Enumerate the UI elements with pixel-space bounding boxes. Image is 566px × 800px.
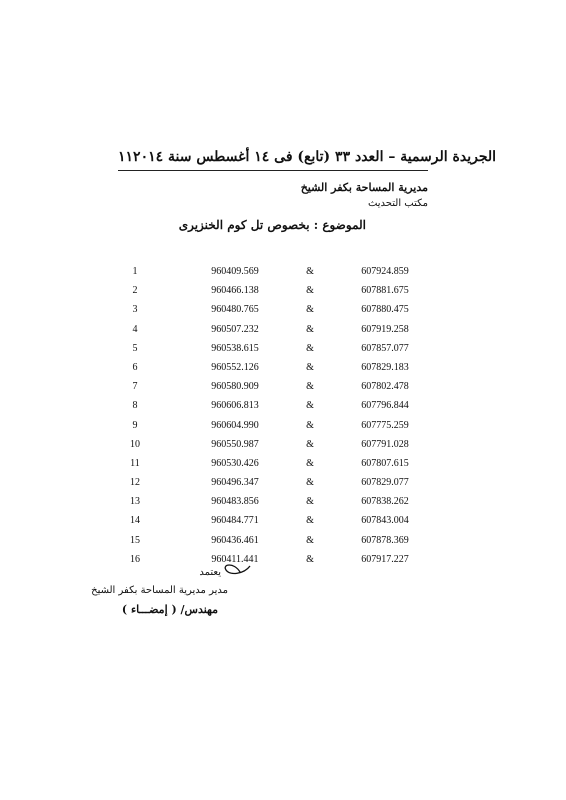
coordinate-index: 14 <box>130 515 140 527</box>
coordinate-x: 607829.183 <box>361 361 409 373</box>
coordinate-separator: & <box>306 438 314 450</box>
coordinates-table <box>0 266 566 573</box>
coordinate-y: 960436.461 <box>211 534 259 546</box>
coordinate-index: 6 <box>132 361 138 373</box>
coordinate-row <box>0 496 566 515</box>
coordinate-separator: & <box>306 400 314 412</box>
coordinate-row <box>0 304 566 323</box>
coordinate-row <box>0 515 566 534</box>
coordinate-row <box>0 324 566 343</box>
coordinate-separator: & <box>306 496 314 508</box>
engineer-signature-label: مهندس/ ( إمضـــاء ) <box>121 603 218 616</box>
coordinate-index: 2 <box>132 285 138 297</box>
coordinate-y: 960604.990 <box>211 419 259 431</box>
coordinate-index: 4 <box>132 323 138 335</box>
coordinate-index: 15 <box>130 534 140 546</box>
coordinate-row <box>0 362 566 381</box>
coordinate-y: 960411.441 <box>211 553 259 565</box>
coordinate-row <box>0 420 566 439</box>
coordinate-x: 607802.478 <box>361 381 409 393</box>
coordinate-row <box>0 343 566 362</box>
coordinate-separator: & <box>306 515 314 527</box>
coordinate-index: 12 <box>130 477 140 489</box>
coordinate-separator: & <box>306 266 314 277</box>
coordinate-y: 960466.138 <box>211 285 259 297</box>
coordinate-separator: & <box>306 304 314 316</box>
office-name: مكتب التحديث <box>367 198 428 209</box>
gazette-title: الجريدة الرسمية – العدد ٣٣ (تابع) فى ١٤ أغسطس سنة ٢٠١٤ <box>133 149 497 165</box>
coordinate-separator: & <box>306 342 314 354</box>
coordinate-y: 960409.569 <box>211 266 259 277</box>
coordinate-y: 960483.856 <box>211 496 259 508</box>
coordinate-index: 9 <box>132 419 138 431</box>
coordinate-x: 607791.028 <box>361 438 409 450</box>
coordinate-y: 960552.126 <box>211 361 259 373</box>
coordinate-separator: & <box>306 361 314 373</box>
coordinate-index: 10 <box>130 438 140 450</box>
director-title: مدير مديرية المساحة بكفر الشيخ <box>91 585 228 596</box>
coordinate-separator: & <box>306 553 314 565</box>
coordinate-x: 607829.077 <box>361 477 409 489</box>
coordinate-row <box>0 439 566 458</box>
coordinate-index: 16 <box>130 553 140 565</box>
coordinate-row <box>0 266 566 285</box>
coordinate-x: 607775.259 <box>361 419 409 431</box>
coordinate-row <box>0 458 566 477</box>
coordinate-x: 607838.262 <box>361 496 409 508</box>
coordinate-separator: & <box>306 534 314 546</box>
coordinate-separator: & <box>306 381 314 393</box>
header <box>118 144 497 170</box>
coordinate-y: 960606.813 <box>211 400 259 412</box>
coordinate-x: 607880.475 <box>361 304 409 316</box>
coordinate-x: 607917.227 <box>361 553 409 565</box>
coordinate-separator: & <box>306 285 314 297</box>
coordinate-y: 960480.765 <box>211 304 259 316</box>
coordinate-x: 607807.615 <box>361 457 409 469</box>
coordinate-row <box>0 477 566 496</box>
coordinate-y: 960538.615 <box>211 342 259 354</box>
coordinate-y: 960580.909 <box>211 381 259 393</box>
coordinate-y: 960484.771 <box>211 515 259 527</box>
coordinate-x: 607796.844 <box>361 400 409 412</box>
subject-line: الموضوع : بخصوص تل كوم الخنزيرى <box>178 218 366 232</box>
coordinate-x: 607857.077 <box>361 342 409 354</box>
coordinate-row <box>0 285 566 304</box>
coordinate-index: 3 <box>132 304 138 316</box>
coordinate-row <box>0 535 566 554</box>
department-name: مديرية المساحة بكفر الشيخ <box>300 181 428 194</box>
coordinate-x: 607881.675 <box>361 285 409 297</box>
coordinate-y: 960507.232 <box>211 323 259 335</box>
coordinate-x: 607878.369 <box>361 534 409 546</box>
coordinate-separator: & <box>306 323 314 335</box>
coordinate-y: 960496.347 <box>211 477 259 489</box>
coordinate-x: 607924.859 <box>361 266 409 277</box>
coordinate-index: 8 <box>132 400 138 412</box>
coordinate-index: 1 <box>132 266 138 277</box>
coordinate-x: 607919.258 <box>361 323 409 335</box>
coordinate-y: 960550.987 <box>211 438 259 450</box>
coordinate-separator: & <box>306 457 314 469</box>
header-rule <box>118 170 428 171</box>
coordinate-index: 11 <box>130 457 140 469</box>
coordinate-index: 13 <box>130 496 140 508</box>
coordinate-row <box>0 381 566 400</box>
coordinate-index: 7 <box>132 381 138 393</box>
coordinate-y: 960530.426 <box>211 457 259 469</box>
coordinate-separator: & <box>306 419 314 431</box>
page-number: ١١ <box>118 149 134 165</box>
coordinate-row <box>0 554 566 573</box>
coordinate-x: 607843.004 <box>361 515 409 527</box>
coordinate-separator: & <box>306 477 314 489</box>
coordinate-index: 5 <box>132 342 138 354</box>
coordinate-row <box>0 400 566 419</box>
approval-label: يعتمد <box>199 567 221 578</box>
